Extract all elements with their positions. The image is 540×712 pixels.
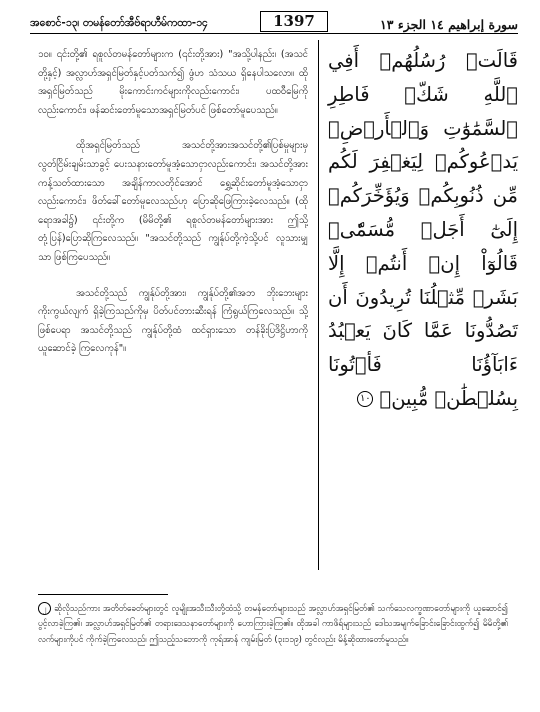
- arabic-verse-column: [328, 44, 518, 410]
- translation-paragraph-1: ၁၀။ ၎င်းတို့၏ ရစူလ်တမန်တော်များက (၎င်းတို့အား) "အသို့ပါနည်း၊ (အသင်တို့နှင့်) အလ္လာဟ်အရှင်မြတ်နှင့်ပတ်သက်၍ ဖွံဟ သံသယ ရှိနေပါသလော။ ထိုအရှင်မြတ်သည် မိုးကောင်းကင်များကိုလည်းကောင်း၊ ပထဝီမြေကိုလည်းကောင်း၊ ဖန်ဆင်းတော်မူသောအရှင်မြတ်ပင် ဖြစ်တော်မူပေသည်။: [38, 49, 308, 116]
- translation-paragraph-2: ထိုအရှင်မြတ်သည် အသင်တို့အားအသင်တို့၏ပြစ်မှုများမှ လွတ်ငြိမ်းချမ်းသာခွင့် ပေးသနားတော်မူအံ့သောငှာလည်းကောင်း၊ အသင်တို့အားကန့်သတ်ထားသော အချိန်ကာလတိုင်အောင် ရွှေ့ဆိုင်းတော်မူအံ့သောငှာလည်းကောင်း၊ ဖိတ်ခေါ်တော်မူလေသည်ဟု ပြောဆိုဖြေကြားခဲ့လေသည်။ (ထိုရောအခါ၌) ၎င်းတို့က (မိမိတို့၏ ရစူလ်တမန်တော်များအား ဤသို့ တုံ့ပြန်)ပြောဆိုကြလေသည်။ "အသင်တို့သည် ကျွန်ုပ်တို့ကဲ့သို့ပင် လူသားမျှသာ ဖြစ်ကြပေသည်။: [38, 140, 308, 263]
- translation-paragraph-2-wrap: [38, 137, 308, 267]
- translation-paragraph-3: အသင်တို့သည် ကျွန်ုပ်တို့အား၊ ကျွန်ုပ်တို့၏အဘ ဘိုးဘေးများ ကိုးကွယ်လျက် ရှိခဲ့ကြသည်ကိုမှ ပိတ်ပင်တားဆီးရန် ကြံရွယ်ကြလေသည်။ သို့ဖြစ်ပေရာ အသင်တို့သည် ကျွန်ုပ်တို့ထံ ထင်ရှားသော တန်ခိုးပြဒိဋ္ဌိဟာကို ယူဆောင်ခဲ့ ကြလေကုန်"။: [38, 287, 308, 355]
- footnote-marker: ၂: [38, 602, 51, 615]
- footnote: [38, 601, 508, 693]
- column-divider: [318, 40, 319, 570]
- footnote-text: ဆိုလိုသည်ကား အတိတ်ခေတ်များတွင် လူမျိုးအသီးသီးတို့ထံသို့ တမန်တော်များသည် အလ္လာဟ်အရှင်မြတ်၏ သက်သေလက္ခဏာတော်များကို ယူဆောင်၍ ပွင့်လာခဲ့ကြ၏၊ အလ္လာဟ်အရှင်မြတ်၏ တရားဒေသနာတော်များကို ဟောကြားခဲ့ကြ၏။ ထိုအခါ ကာဖိရ်များသည် ဒေါသအမျက်ခြောင်းခြောင်းထွက်၍ မိမိတို့၏ လက်များကိုပင် ကိုက်ခဲ့ကြလေသည်၊ ဤသည့်သဘောကို ကုရ်အာန် ကျမ်းမြတ် (၃း၁၁၉) တွင်လည်း မိန့်ဆိုထားတော်မူသည်။: [38, 603, 508, 644]
- header-rule: [30, 33, 518, 34]
- arabic-verse-text: قَالَتۡ رُسُلُهُمۡ أَفِي ٱللَّهِ شَكّٞ فَاطِرِ ٱلسَّمَٰوَٰتِ وَٱلۡأَرۡضِۖ يَدۡعُوكُمۡ لِيَغۡفِرَ لَكُم مِّن ذُنُوبِكُمۡ وَيُؤَخِّرَكُمۡ إِلَىٰٓ أَجَلٖ مُّسَمّٗىۚ قَالُوٓاْ إِنۡ أَنتُمۡ إِلَّا بَشَرٞ مِّثۡلُنَا تُرِيدُونَ أَن تَصُدُّونَا عَمَّا كَانَ يَعۡبُدُ ءَابَآؤُنَا فَأۡتُونَا بِسُلۡطَٰنٖ مُّبِينٖ: [328, 49, 518, 410]
- header-chapter-title: အစောင်-၁၃၊ တမန်တော်အီဗ်ရာဟီမ်ကထာ-၁၄: [30, 17, 208, 29]
- running-header: [30, 10, 518, 32]
- footnote-rule: [38, 594, 168, 595]
- translation-paragraph-3-wrap: [38, 285, 308, 359]
- page-number: 1397: [260, 11, 328, 32]
- header-surah-title: سورة إبراهيم ١٤ الجزء ١٣: [380, 17, 518, 32]
- translation-column: [38, 46, 308, 566]
- ayah-number-marker: ١٠: [357, 391, 373, 407]
